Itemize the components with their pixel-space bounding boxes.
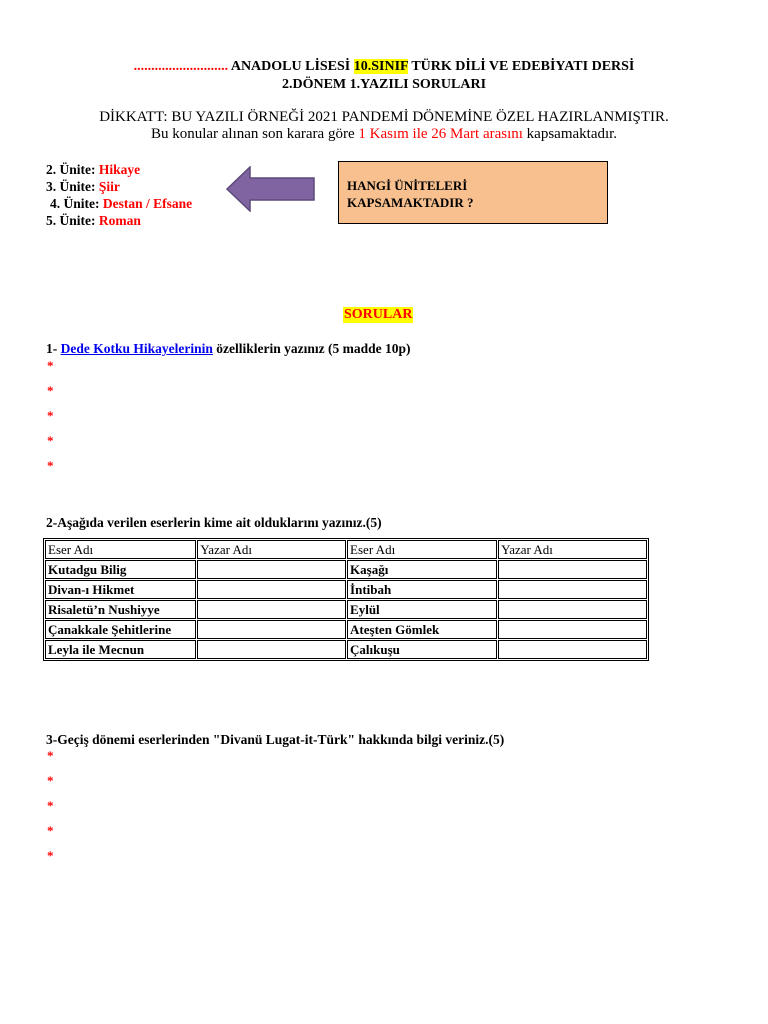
table-header-row <box>45 540 647 559</box>
unit-value: Destan / Efsane <box>102 196 193 211</box>
works-authors-table <box>43 538 649 661</box>
unit-item <box>46 179 120 195</box>
work-cell: Divan-ı Hikmet <box>45 580 196 599</box>
work-cell: Çalıkuşu <box>347 640 497 659</box>
work-cell: Risaletü’n Nushiyye <box>45 600 196 619</box>
unit-label: 4. Ünite: <box>50 196 100 211</box>
table-row <box>45 560 647 579</box>
unit-item <box>50 196 192 212</box>
unit-value: Hikaye <box>98 162 141 177</box>
author-answer-cell[interactable] <box>498 640 647 659</box>
answer-bullet: * <box>47 358 54 373</box>
question-1-text: özelliklerin yazınız (5 madde 10p) <box>216 341 411 356</box>
header-cell: Yazar Adı <box>197 540 346 559</box>
header-cell: Eser Adı <box>347 540 497 559</box>
exam-subtitle: 2.DÖNEM 1.YAZILI SORULARI <box>281 77 487 92</box>
work-cell: İntibah <box>347 580 497 599</box>
unit-label: 2. Ünite: <box>46 162 96 177</box>
author-answer-cell[interactable] <box>197 560 346 579</box>
question-3: 3-Geçiş dönemi eserlerinden "Divanü Lugat-it-Türk" hakkında bilgi veriniz.(5) <box>46 732 505 747</box>
exam-title <box>0 59 768 75</box>
answer-bullet: * <box>47 383 54 398</box>
work-cell: Kutadgu Bilig <box>45 560 196 579</box>
callout-box <box>338 161 608 224</box>
course-name: TÜRK DİLİ VE EDEBİYATI DERSİ <box>411 59 635 74</box>
section-title: SORULAR <box>344 307 413 322</box>
grade-label: 10.SINIF <box>353 59 409 74</box>
table-row <box>45 620 647 639</box>
author-answer-cell[interactable] <box>498 560 647 579</box>
author-answer-cell[interactable] <box>498 600 647 619</box>
unit-item <box>46 213 141 229</box>
answer-bullet: * <box>47 433 54 448</box>
answer-bullet: * <box>47 458 54 473</box>
question-2: 2-Aşağıda verilen eserlerin kime ait olduklarını yazınız.(5) <box>46 515 382 530</box>
unit-label: 3. Ünite: <box>46 179 96 194</box>
unit-value: Şiir <box>98 179 120 194</box>
question-1 <box>46 341 411 357</box>
table-row <box>45 600 647 619</box>
notice-prefix: Bu konular alınan son karara göre <box>150 126 355 142</box>
table-row <box>45 580 647 599</box>
unit-label: 5. Ünite: <box>46 213 96 228</box>
work-cell: Kaşağı <box>347 560 497 579</box>
work-cell: Çanakkale Şehitlerine <box>45 620 196 639</box>
notice-suffix: kapsamaktadır. <box>526 126 618 142</box>
unit-value: Roman <box>98 213 141 228</box>
school-name-blank: ........................... <box>133 59 229 74</box>
author-answer-cell[interactable] <box>498 580 647 599</box>
work-cell: Leyla ile Mecnun <box>45 640 196 659</box>
question-1-link[interactable]: Dede Kotku Hikayelerinin <box>60 341 213 356</box>
notice-line-1: DİKKATT: BU YAZILI ÖRNEĞİ 2021 PANDEMİ DÖNEMİNE ÖZEL HAZIRLANMIŞTIR. <box>99 109 669 125</box>
author-answer-cell[interactable] <box>498 620 647 639</box>
answer-bullet: * <box>47 748 54 763</box>
left-arrow-icon <box>226 166 316 212</box>
author-answer-cell[interactable] <box>197 580 346 599</box>
callout-line-1: HANGİ ÜNİTELERİ <box>347 178 468 193</box>
header-cell: Eser Adı <box>45 540 196 559</box>
callout-line-2: KAPSAMAKTADIR ? <box>347 195 474 210</box>
answer-bullet: * <box>47 408 54 423</box>
answer-bullet: * <box>47 798 54 813</box>
answer-bullet: * <box>47 848 54 863</box>
table-row <box>45 640 647 659</box>
unit-item <box>46 162 140 178</box>
notice-date-range: 1 Kasım ile 26 Mart arasını <box>358 126 523 142</box>
work-cell: Eylül <box>347 600 497 619</box>
author-answer-cell[interactable] <box>197 640 346 659</box>
work-cell: Ateşten Gömlek <box>347 620 497 639</box>
answer-bullet: * <box>47 823 54 838</box>
question-number: 1- <box>46 341 58 356</box>
notice-line-2 <box>0 126 768 143</box>
answer-bullet: * <box>47 773 54 788</box>
school-name: ANADOLU LİSESİ <box>230 59 351 74</box>
header-cell: Yazar Adı <box>498 540 647 559</box>
author-answer-cell[interactable] <box>197 600 346 619</box>
author-answer-cell[interactable] <box>197 620 346 639</box>
